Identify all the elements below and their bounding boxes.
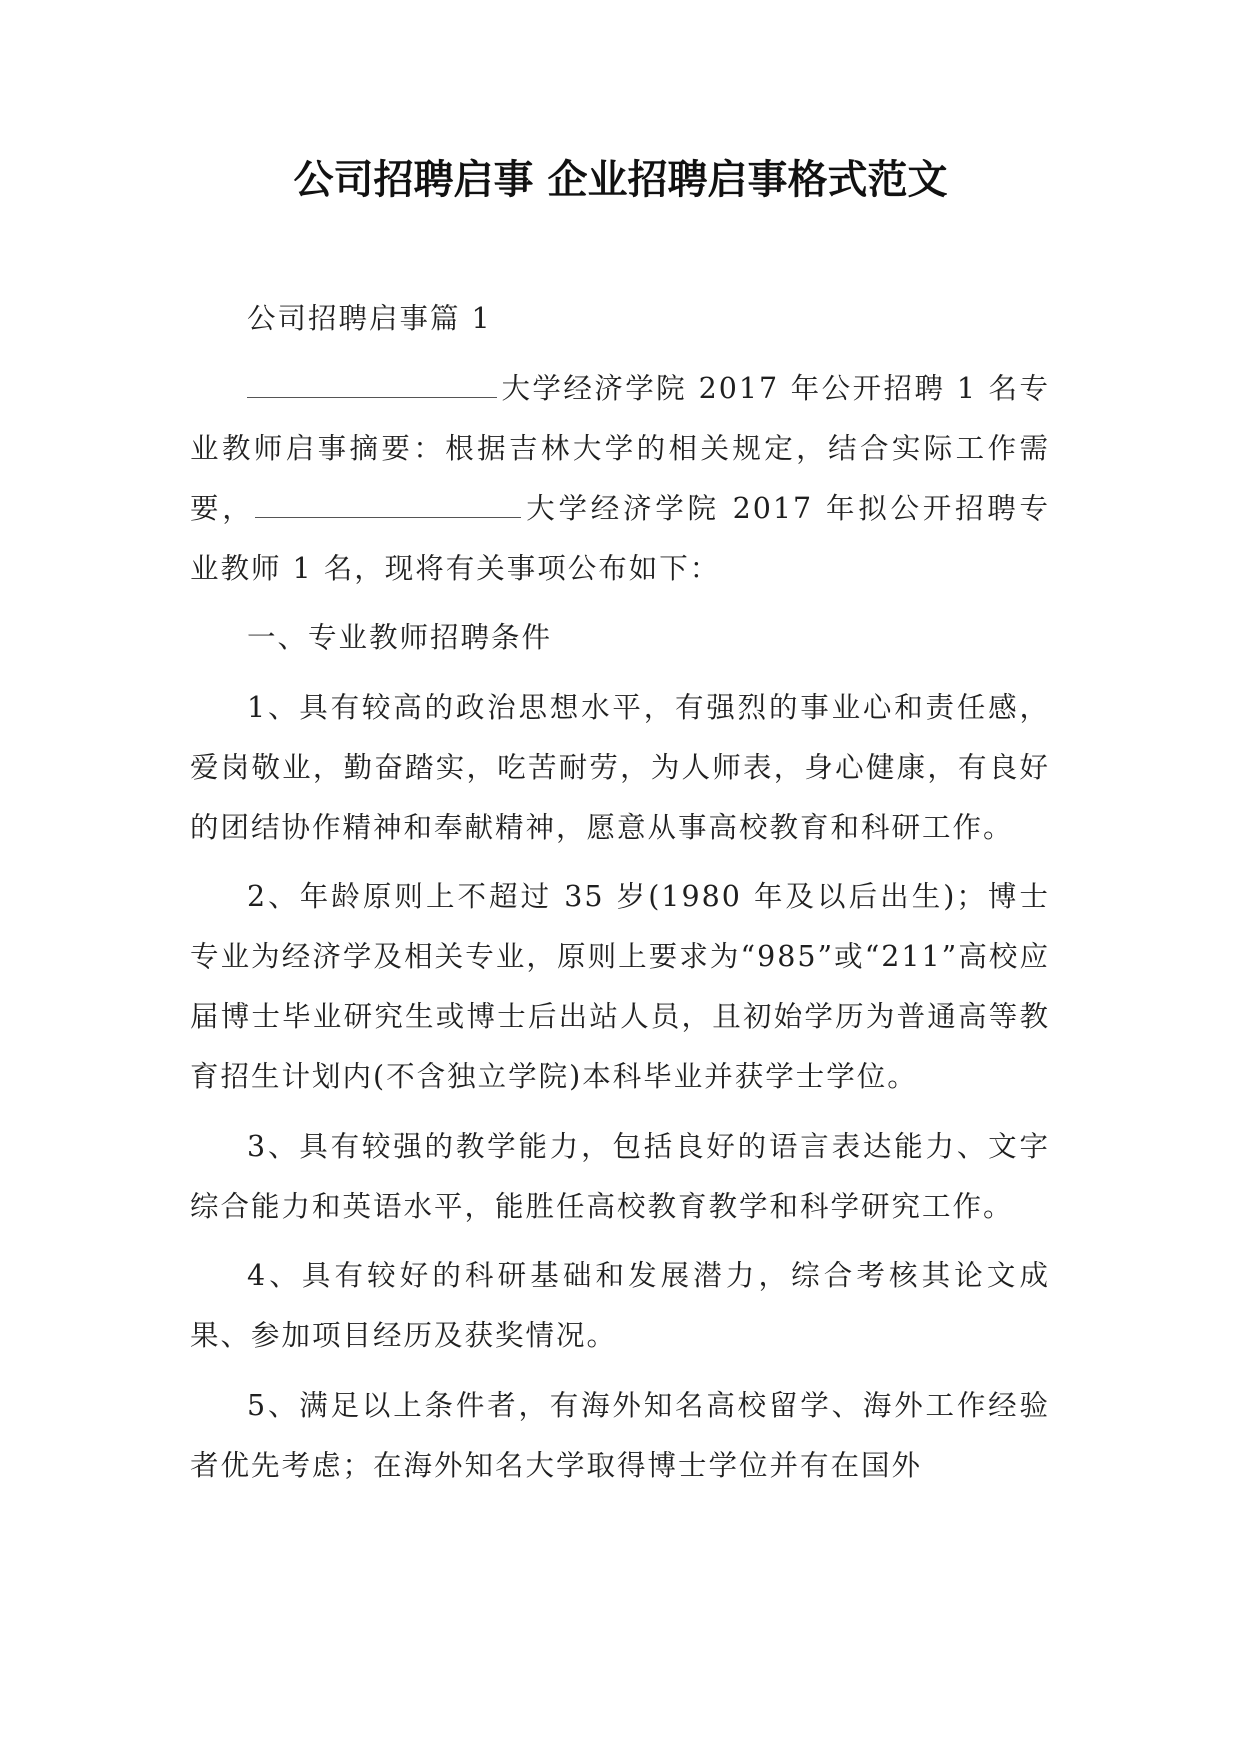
paragraph-text: 大学经济学院 2017 年公开招聘 1 名专业教师启事摘要：根据吉林大学的相关规定，结合实际工作需要， — [190, 371, 1050, 525]
paragraph-text: 大学经济学院 2017 年拟公开招聘专业教师 1 名，现将有关事项公布如下： — [190, 491, 1050, 585]
paragraph: 1、具有较高的政治思想水平，有强烈的事业心和责任感，爱岗敬业，勤奋踏实，吃苦耐劳，为人师表，身心健康，有良好的团结协作精神和奉献精神，愿意从事高校教育和科研工作。 — [190, 690, 1050, 844]
section-heading: 一、专业教师招聘条件 — [247, 621, 553, 654]
fill-in-blank — [255, 481, 521, 518]
paragraph: 5、满足以上条件者，有海外知名高校留学、海外工作经验者优先考虑；在海外知名大学取得博士学位并有在国外 — [190, 1388, 1050, 1482]
fill-in-blank — [247, 361, 497, 398]
paragraph: 2、年龄原则上不超过 35 岁(1980 年及以后出生)；博士专业为经济学及相关专业，原则上要求为“985”或“211”高校应届博士毕业研究生或博士后出站人员，且初始学历为普通高等教育招生计划内(不含独立学院)本科毕业并获学士学位。 — [190, 880, 1050, 1093]
document-body — [190, 289, 1050, 1505]
section-heading: 公司招聘启事篇 1 — [247, 302, 492, 335]
paragraph: 3、具有较强的教学能力，包括良好的语言表达能力、文字综合能力和英语水平，能胜任高校教育教学和科学研究工作。 — [190, 1129, 1050, 1223]
paragraph: 4、具有较好的科研基础和发展潜力，综合考核其论文成果、参加项目经历及获奖情况。 — [190, 1259, 1050, 1352]
document-title: 公司招聘启事 企业招聘启事格式范文 — [293, 157, 948, 203]
paragraph — [190, 359, 1050, 599]
